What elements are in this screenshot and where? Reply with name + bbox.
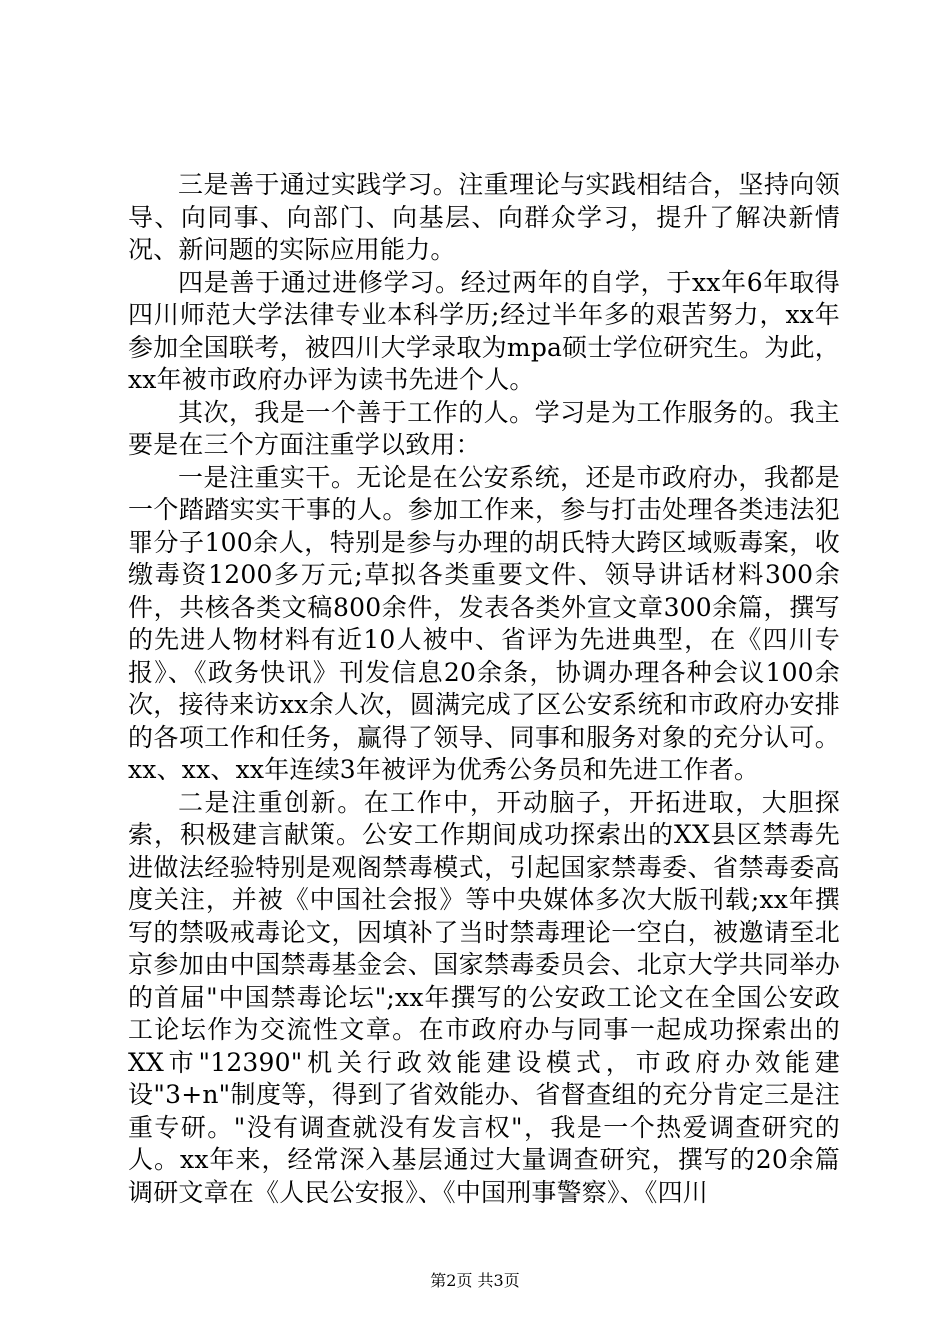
- body-text: [128, 169, 840, 1209]
- paragraph-work-intro: 其次，我是一个善于工作的人。学习是为工作服务的。我主要是在三个方面注重学以致用：: [128, 397, 840, 459]
- paragraph-practice-learning: 三是善于通过实践学习。注重理论与实践相结合，坚持向领导、向同事、向部门、向基层、向群众学习，提升了解决新情况、新问题的实际应用能力。: [128, 170, 840, 264]
- page-number-footer: 第2页 共3页: [430, 1271, 520, 1290]
- paragraph-practical-work: 一是注重实干。无论是在公安系统，还是市政府办，我都是一个踏踏实实干事的人。参加工作来，参与打击处理各类违法犯罪分子100余人，特别是参与办理的胡氏特大跨区域贩毒案，收缴毒资1200多万元;草拟各类重要文件、领导讲话材料300余件，共核各类文稿800余件，发表各类外宣文章300余篇，撰写的先进人物材料有近10人被中、省评为先进典型，在《四川专报》、《政务快讯》刊发信息20余条，协调办理各种会议100余次，接待来访xx余人次，圆满完成了区公安系统和市政府办安排的各项工作和任务，赢得了领导、同事和服务对象的充分认可。xx、xx、xx年连续3年被评为优秀公务员和先进工作者。: [128, 462, 840, 784]
- paragraph-further-study: 四是善于通过进修学习。经过两年的自学，于xx年6年取得四川师范大学法律专业本科学历;经过半年多的艰苦努力，xx年参加全国联考，被四川大学录取为mpa硕士学位研究生。为此，xx年被市政府办评为读书先进个人。: [128, 267, 840, 394]
- paragraph-innovation: 二是注重创新。在工作中，开动脑子，开拓进取，大胆探索，积极建言献策。公安工作期间成功探索出的XX县区禁毒先进做法经验特别是观阁禁毒模式，引起国家禁毒委、省禁毒委高度关注，并被《中国社会报》等中央媒体多次大版刊载;xx年撰写的禁吸戒毒论文，因填补了当时禁毒理论一空白，被邀请至北京参加由中国禁毒基金会、国家禁毒委员会、北京大学共同举办的首届"中国禁毒论坛";xx年撰写的公安政工论文在全国公安政工论坛作为交流性文章。在市政府办与同事一起成功探索出的XX市"12390"机关行政效能建设模式，市政府办效能建设"3+n"制度等，得到了省效能办、省督查组的充分肯定三是注重专研。"没有调查就没有发言权"，我是一个热爱调查研究的人。xx年来，经常深入基层通过大量调查研究，撰写的20余篇调研文章在《人民公安报》、《中国刑事警察》、《四川: [128, 787, 840, 1207]
